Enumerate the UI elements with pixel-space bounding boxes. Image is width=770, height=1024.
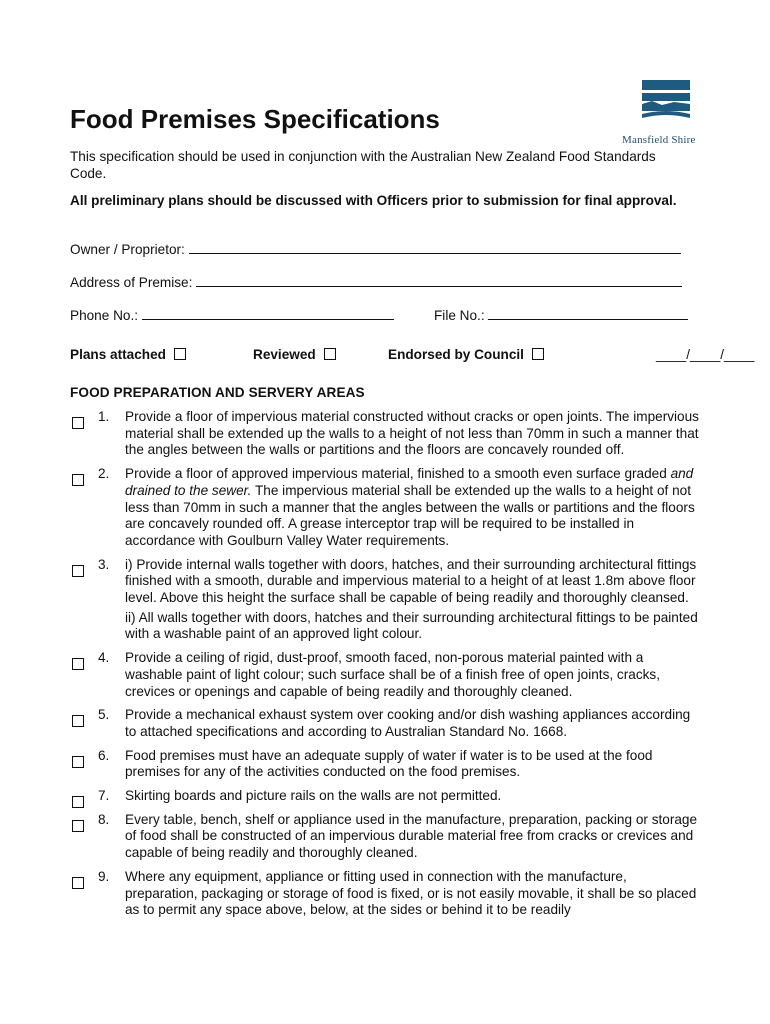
section-heading: FOOD PREPARATION AND SERVERY AREAS: [70, 385, 365, 400]
logo-text: Mansfield Shire: [622, 134, 696, 146]
owner-label: Owner / Proprietor:: [70, 242, 185, 257]
owner-field: [70, 240, 681, 257]
spec-item-number: 5.: [98, 707, 110, 723]
spec-item-number: 8.: [98, 811, 110, 827]
spec-item-number: 7.: [98, 788, 110, 804]
spec-item-text: i) Provide internal walls together with doors, hatches, and their surrounding architectural fittings finished with a smooth, durable and impervious material to a height of at least 1.8m above floor level. Above this height the surface shall be capable of being readily and thoroughly cleansed.: [125, 556, 697, 606]
spec-item-7: [70, 788, 700, 805]
endorsed-item: [388, 347, 544, 362]
endorsement-date-blanks[interactable]: ____/____/____: [656, 347, 755, 362]
spec-item-8: [70, 812, 700, 862]
phone-label: Phone No.:: [70, 308, 139, 323]
address-label: Address of Premise:: [70, 275, 193, 290]
spec-item-text: Where any equipment, appliance or fitting used in connection with the manufacture, preparation, packaging or storage of food is fixed, or is not easily movable, it shall be so placed as to permit any space above, below, at the sides or behind it to be readily: [125, 868, 697, 918]
specification-list: [70, 409, 700, 926]
plans-attached-label: Plans attached: [70, 347, 166, 362]
spec-item-4-checkbox[interactable]: [72, 658, 84, 670]
spec-item-5-checkbox[interactable]: [72, 715, 84, 727]
spec-item-4: [70, 650, 700, 700]
spec-item-9: [70, 869, 700, 919]
spec-item-number: 9.: [98, 868, 110, 884]
address-input-line[interactable]: [196, 273, 682, 287]
spec-item-text-pre: Provide a floor of approved impervious material, finished to a smooth even surface graded: [125, 466, 671, 482]
owner-input-line[interactable]: [189, 240, 681, 254]
spec-item-text: [125, 466, 700, 550]
page-title: Food Premises Specifications: [70, 104, 440, 134]
spec-item-2-checkbox[interactable]: [72, 474, 84, 486]
mansfield-shire-logo: [622, 78, 714, 148]
spec-item-2: [70, 466, 700, 550]
endorsed-label: Endorsed by Council: [388, 347, 524, 362]
review-checks-row: [70, 347, 755, 367]
spec-item-text: Skirting boards and picture rails on the walls are not permitted.: [125, 788, 502, 804]
spec-item-number: 1.: [98, 409, 110, 424]
preliminary-plans-note: All preliminary plans should be discussed with Officers prior to submission for final approval.: [70, 193, 677, 208]
reviewed-label: Reviewed: [253, 347, 316, 362]
spec-item-text-italic: and drained to the sewer.: [125, 466, 694, 498]
spec-item-6-checkbox[interactable]: [72, 756, 84, 768]
spec-item-3-checkbox[interactable]: [72, 565, 84, 577]
phone-input-line[interactable]: [142, 306, 394, 320]
spec-item-number: 6.: [98, 747, 110, 763]
spec-item-text-post: The impervious material shall be extended up the walls to a height of not less than 70mm in such a manner that the angles between the walls or partitions and the floors are concavely rounded off. A grease interceptor trap will be required to be installed in accordance with Goulburn Valley Water requirements.: [125, 482, 695, 548]
spec-item-6: [70, 748, 700, 781]
address-field: [70, 273, 682, 290]
plans-attached-item: [70, 347, 186, 362]
spec-item-number: 3.: [98, 556, 110, 572]
phone-field: [70, 306, 394, 323]
spec-item-subtext: ii) All walls together with doors, hatches and their surrounding architectural fittings to be painted with a washable paint of an approved light colour.: [125, 609, 698, 642]
spec-item-text: Every table, bench, shelf or appliance used in the manufacture, preparation, packing or storage of food shall be constructed of an impervious durable material free from cracks or crevices and capable of being readily and thoroughly cleaned.: [125, 811, 698, 861]
file-label: File No.:: [434, 308, 485, 323]
spec-item-1-checkbox[interactable]: [72, 417, 84, 429]
spec-item-text: Provide a ceiling of rigid, dust-proof, smooth faced, non-porous material painted with a washable paint of light colour; such surface shall be of a finish free of open joints, cracks, crevices or openings and capable of being readily and thoroughly cleaned.: [125, 650, 660, 699]
spec-item-8-checkbox[interactable]: [72, 820, 84, 832]
spec-item-5: [70, 707, 700, 740]
spec-item-9-checkbox[interactable]: [72, 877, 84, 889]
endorsed-checkbox[interactable]: [532, 348, 544, 360]
spec-item-text: Provide a floor of impervious material constructed without cracks or open joints. The impervious material shall be extended up the walls to a height of not less than 70mm in such a manner that the angles between the walls or partitions and the floors are concavely rounded off.: [125, 409, 699, 458]
spec-item-7-checkbox[interactable]: [72, 796, 84, 808]
file-input-line[interactable]: [488, 306, 688, 320]
spec-item-text: Provide a mechanical exhaust system over cooking and/or dish washing appliances according to attached specifications and according to Australian Standard No. 1668.: [125, 707, 691, 739]
spec-item-number: 4.: [98, 650, 110, 666]
reviewed-item: [253, 347, 336, 362]
reviewed-checkbox[interactable]: [324, 348, 336, 360]
spec-item-3: [70, 557, 700, 644]
spec-item-1: [70, 409, 700, 459]
intro-text: This specification should be used in conjunction with the Australian New Zealand Food Standards Code.: [70, 149, 656, 181]
spec-item-number: 2.: [98, 466, 110, 482]
file-field: [434, 306, 688, 323]
plans-attached-checkbox[interactable]: [174, 348, 186, 360]
spec-item-text: Food premises must have an adequate supply of water if water is to be used at the food premises for any of the activities conducted on the food premises.: [125, 747, 653, 780]
mansfield-shire-logo-icon: [622, 78, 714, 130]
